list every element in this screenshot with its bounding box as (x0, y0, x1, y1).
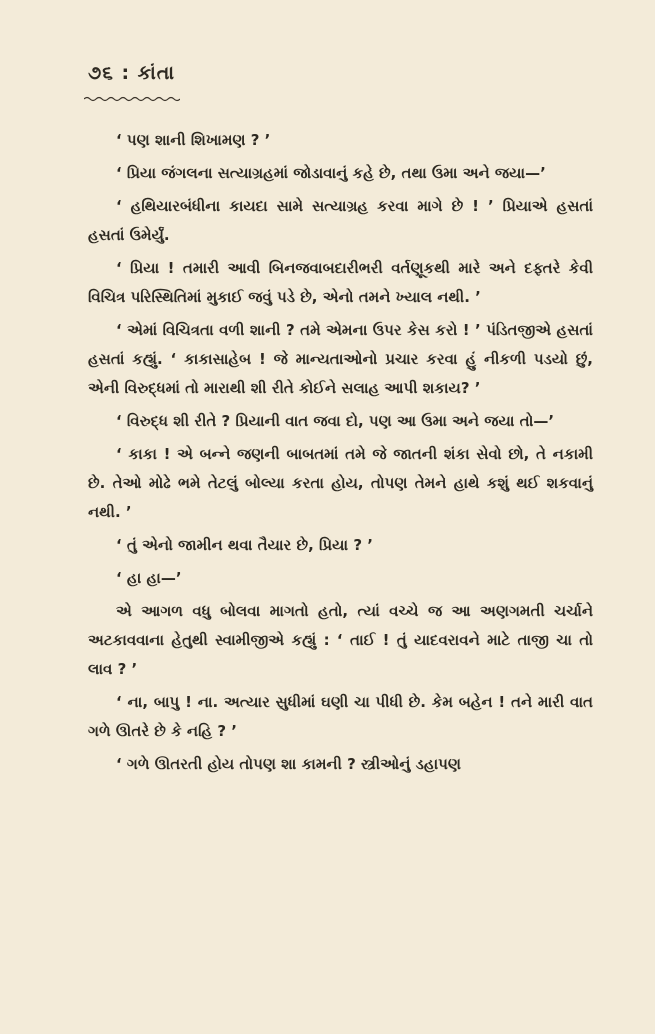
paragraph: ‘ ના, બાપુ ! ના. અત્યાર સુધીમાં ઘણી ચા પીધી છે. કેમ બહેન ! તને મારી વાત ગળે ઊતરે છે કે નહિ ? ’ (88, 693, 593, 740)
paragraph: ‘ એમાં વિચિત્રતા વળી શાની ? તમે એમના ઉપર કેસ કરો ! ’ પંડિતજીએ હસતાં હસતાં કહ્યું. ‘ કાકાસાહેબ ! જે માન્યતાઓનો પ્રચાર કરવા હું નીકળી પડયો છું, એની વિરુદ્ધમાં તો મારાથી શી રીતે કોઈને સલાહ આપી શકાય? ’ (88, 321, 593, 397)
paragraph: ‘ વિરુદ્ધ શી રીતે ? પ્રિયાની વાત જવા દો, પણ આ ઉમા અને જયા તો—’ (116, 412, 555, 430)
paragraph: ‘ ગળે ઊતરતી હોય તોપણ શા કામની ? સ્ત્રીઓનું ડહાપણ (116, 755, 461, 773)
paragraph: ‘ કાકા ! એ બન્ને જણની બાબતમાં તમે જે જાતની શંકા સેવો છો, તે નકામી છે. તેઓ મોઢે ભમે તેટલું બોલ્યા કરતા હોય, તોપણ તેમને હાથે કશું થઈ શકવાનું નથી. ’ (88, 445, 593, 521)
paragraph: ‘ પ્રિયા જંગલના સત્યાગ્રહમાં જોડાવાનું કહે છે, તથા ઉમા અને જયા—’ (116, 164, 546, 182)
body-text (88, 126, 593, 783)
paragraph: ‘ તું એનો જામીન થવા તૈયાર છે, પ્રિયા ? ’ (116, 536, 373, 554)
paragraph: ‘ પણ શાની શિખામણ ? ’ (116, 131, 271, 149)
decorative-rule (84, 96, 180, 102)
paragraph: એ આગળ વધુ બોલવા માગતો હતો, ત્યાં વચ્ચે જ આ અણગમતી ચર્ચાને અટકાવવાના હેતુથી સ્વામીજીએ કહ્યું : ‘ તાઈ ! તું યાદવરાવને માટે તાજી ચા તો લાવ ? ’ (88, 602, 593, 678)
paragraph: ‘ પ્રિયા ! તમારી આવી બિનજવાબદારીભરી વર્તણૂકથી મારે અને દફ્તરે કેવી વિચિત્ર પરિસ્થિતિમાં મુકાઈ જવું પડે છે, એનો તમને ખ્યાલ નથી. ’ (88, 259, 593, 306)
running-head: ૭૬ : કાંતા (88, 62, 175, 84)
paragraph: ‘ હા હા—’ (116, 569, 182, 587)
paragraph: ‘ હથિયારબંધીના કાયદા સામે સત્યાગ્રહ કરવા માગે છે ! ’ પ્રિયાએ હસતાં હસતાં ઉમેર્યું. (88, 197, 593, 244)
